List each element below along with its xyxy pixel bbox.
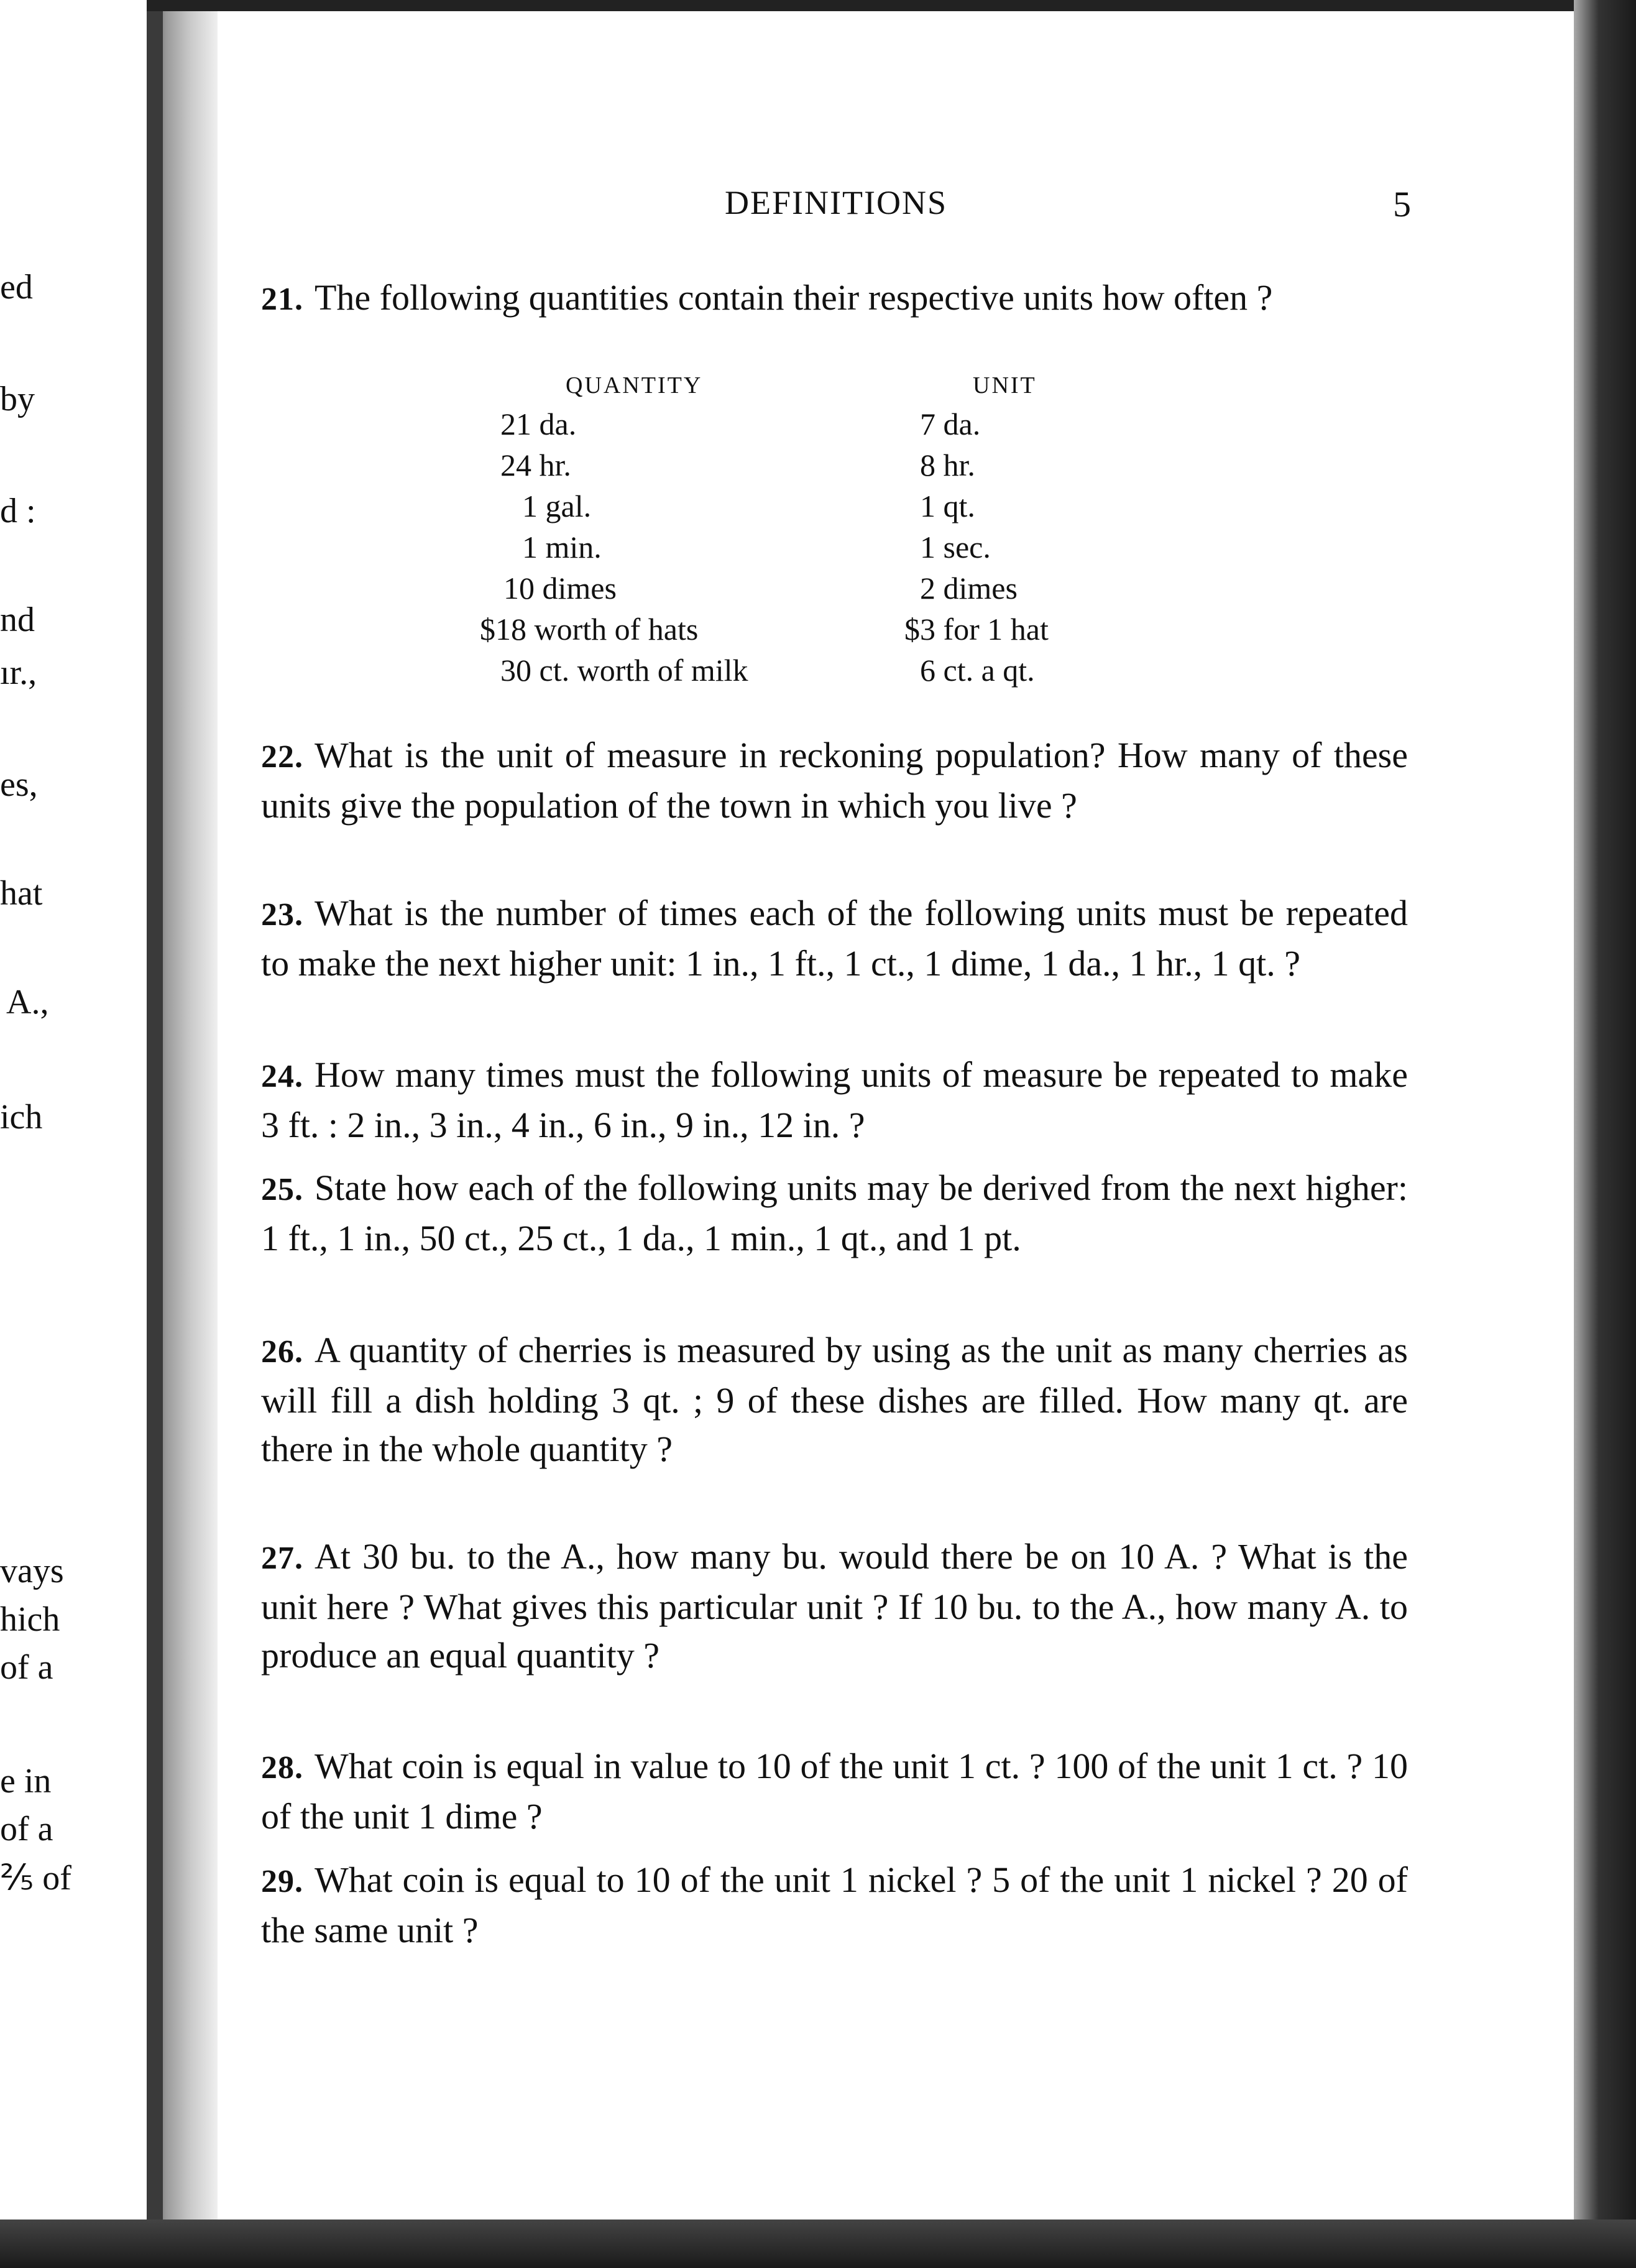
- problem-number: 21.: [261, 282, 303, 317]
- problem-29: [261, 1856, 1408, 1955]
- problem-text: How many times must the following units of measure be repeated to make 3 ft. : 2 in., 3 in., 4 in., 6 in., 9 in., 12 in. ?: [261, 1054, 1408, 1145]
- problem-text: What coin is equal to 10 of the unit 1 nickel ? 5 of the unit 1 nickel ? 20 of the same unit ?: [261, 1860, 1408, 1950]
- table-row: [472, 611, 1156, 652]
- running-header: [261, 183, 1411, 233]
- problem-text: State how each of the following units may be derived from the next higher: 1 ft., 1 in., 50 ct., 25 ct., 1 da., 1 min., 1 qt., and 1 pt.: [261, 1168, 1408, 1258]
- quantity-cell: 24 hr.: [500, 448, 571, 482]
- quantity-cell: 30 ct. worth of milk: [500, 653, 748, 688]
- left-fragment: nd: [0, 601, 35, 639]
- problem-number: 29.: [261, 1864, 303, 1899]
- problem-text: The following quantities contain their respective units how often ?: [315, 277, 1273, 318]
- left-fragment: hich: [0, 1600, 60, 1639]
- table-row: [472, 529, 1156, 570]
- unit-cell: $3 for 1 hat: [904, 612, 1049, 647]
- left-fragment: ır.,: [0, 653, 37, 692]
- quantity-cell: $18 worth of hats: [480, 612, 699, 647]
- left-fragment: e in: [0, 1762, 52, 1800]
- problem-number: 28.: [261, 1750, 303, 1786]
- table-row: [472, 406, 1156, 447]
- left-fragment: d :: [0, 492, 36, 530]
- quantity-cell: 1 min.: [522, 530, 602, 565]
- problem-21: [261, 274, 1408, 324]
- problem-number: 26.: [261, 1334, 303, 1370]
- table-row: [472, 570, 1156, 611]
- left-fragment: ⅖ of: [0, 1859, 71, 1897]
- quantity-cell: 21 da.: [500, 407, 577, 441]
- problem-number: 27.: [261, 1541, 303, 1576]
- unit-cell: 1 sec.: [920, 530, 991, 565]
- page-title: DEFINITIONS: [725, 184, 947, 221]
- left-fragment: of a: [0, 1810, 53, 1848]
- left-fragment: of a: [0, 1648, 53, 1687]
- problem-number: 25.: [261, 1172, 303, 1207]
- left-fragment: A.,: [6, 983, 49, 1021]
- problem-24: [261, 1051, 1408, 1150]
- problem-text: At 30 bu. to the A., how many bu. would there be on 10 A. ? What is the unit here ? What gives this particular unit ? If 10 bu. to the A., how many A. to produce an equal quantity ?: [261, 1536, 1408, 1676]
- problem-22: [261, 731, 1408, 830]
- unit-cell: 2 dimes: [920, 571, 1018, 606]
- problem-23: [261, 889, 1408, 988]
- column-header-unit: UNIT: [973, 372, 1037, 399]
- problem-26: [261, 1326, 1408, 1473]
- problem-text: A quantity of cherries is measured by using as the unit as many cherries as will fill a dish holding 3 qt. ; 9 of these dishes are filled. How many qt. are there in the whole quantity ?: [261, 1330, 1408, 1469]
- quantity-cell: 10 dimes: [503, 571, 617, 606]
- table-row: [472, 652, 1156, 693]
- problem-text: What coin is equal in value to 10 of the unit 1 ct. ? 100 of the unit 1 ct. ? 10 of the unit 1 dime ?: [261, 1746, 1408, 1837]
- problem-number: 23.: [261, 897, 303, 933]
- top-edge: [147, 0, 1576, 11]
- problem-number: 24.: [261, 1059, 303, 1094]
- left-fragment: hat: [0, 874, 43, 913]
- bottom-page-edge: [0, 2220, 1636, 2268]
- table-row: [472, 447, 1156, 488]
- right-page-edge: [1574, 0, 1636, 2268]
- page-number: 5: [1393, 184, 1411, 224]
- problem-25: [261, 1164, 1408, 1263]
- problem-27: [261, 1533, 1408, 1680]
- left-fragment: by: [0, 380, 35, 418]
- quantity-cell: 1 gal.: [522, 489, 592, 523]
- left-fragment: es,: [0, 765, 38, 804]
- unit-cell: 6 ct. a qt.: [920, 653, 1035, 688]
- left-fragment: ich: [0, 1098, 43, 1136]
- unit-cell: 7 da.: [920, 407, 981, 441]
- left-fragment: vays: [0, 1552, 64, 1590]
- left-fragment: ed: [0, 268, 33, 307]
- column-header-quantity: QUANTITY: [566, 372, 703, 399]
- problem-28: [261, 1742, 1408, 1841]
- unit-cell: 1 qt.: [920, 489, 975, 523]
- unit-cell: 8 hr.: [920, 448, 975, 482]
- table-row: [472, 488, 1156, 529]
- spine-shadow: [147, 0, 163, 2268]
- problem-text: What is the unit of measure in reckoning population? How many of these units give the population of the town in which you live ?: [261, 735, 1408, 826]
- problem-text: What is the number of times each of the following units must be repeated to make the next higher unit: 1 in., 1 ft., 1 ct., 1 dime, 1 da., 1 hr., 1 qt. ?: [261, 893, 1408, 984]
- problem-number: 22.: [261, 739, 303, 775]
